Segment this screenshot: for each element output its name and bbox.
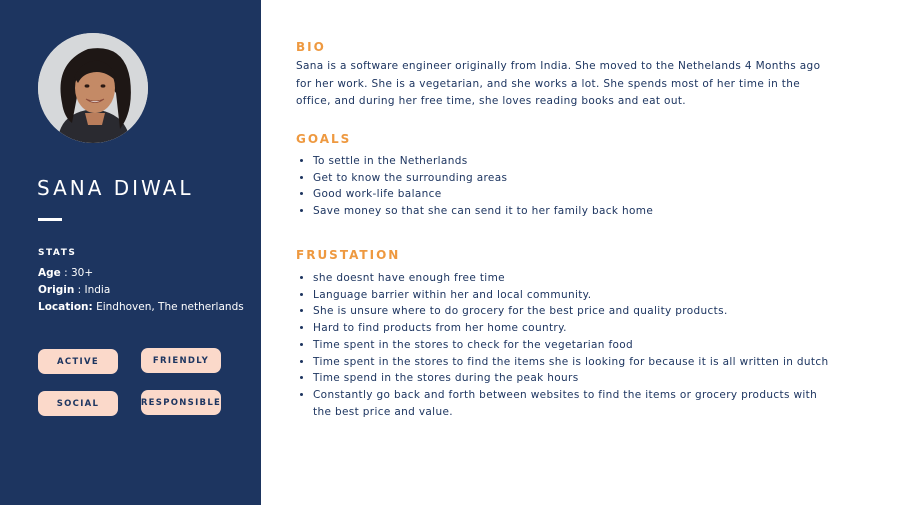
- frustration-item: • Constantly go back and forth between websites to find the items or grocery products with the best price and value.: [313, 387, 833, 420]
- persona-name: SANA DIWAL: [37, 176, 194, 200]
- goals-title: GOALS: [296, 132, 352, 146]
- stat-value: 30+: [70, 267, 94, 279]
- tag-active: ACTIVE: [38, 349, 118, 374]
- stat-location: [38, 299, 244, 316]
- person-photo-icon: [38, 33, 148, 143]
- stat-origin: [38, 282, 244, 299]
- tag-responsible: RESPONSIBLE: [141, 390, 221, 415]
- stat-label: Origin: [38, 284, 75, 296]
- bio-title: BIO: [296, 40, 326, 54]
- frustration-title: FRUSTATION: [296, 248, 401, 262]
- stat-label: Age: [38, 267, 61, 279]
- goals-list: [296, 153, 853, 220]
- stat-value: Eindhoven, The netherlands: [96, 301, 244, 313]
- frustration-item: • Hard to find products from her home country.: [313, 320, 833, 337]
- persona-sidebar: [0, 0, 261, 505]
- frustration-item: • Time spend in the stores during the peak hours: [313, 370, 833, 387]
- stat-age: [38, 265, 244, 282]
- frustration-item: • she doesnt have enough free time: [313, 270, 833, 287]
- name-divider: [38, 218, 62, 221]
- stat-sep: :: [60, 267, 71, 279]
- frustration-item: • Time spent in the stores to check for the vegetarian food: [313, 337, 833, 354]
- stats-title: STATS: [38, 248, 77, 258]
- goal-item: • Good work-life balance: [313, 186, 853, 203]
- goal-item: • Save money so that she can send it to her family back home: [313, 203, 853, 220]
- frustration-item: • She is unsure where to do grocery for the best price and quality products.: [313, 303, 833, 320]
- frustration-list: [296, 270, 833, 420]
- stats-list: [38, 265, 244, 316]
- tag-social: SOCIAL: [38, 391, 118, 416]
- stat-value: India: [84, 284, 111, 296]
- goal-item: • Get to know the surrounding areas: [313, 170, 853, 187]
- frustration-item: • Time spent in the stores to find the items she is looking for because it is all written in dutch: [313, 354, 833, 371]
- bio-text: Sana is a software engineer originally from India. She moved to the Nethelands 4 Months ago for her work. She is a vegetarian, and she works a lot. She spends most of her time in the office, and during her free time, she loves reading books and eat out.: [296, 60, 821, 107]
- stat-label: Location:: [38, 301, 93, 313]
- goal-item: • To settle in the Netherlands: [313, 153, 853, 170]
- tag-friendly: FRIENDLY: [141, 348, 221, 373]
- frustration-item: • Language barrier within her and local community.: [313, 287, 833, 304]
- avatar: [38, 33, 148, 143]
- stat-sep: :: [74, 284, 85, 296]
